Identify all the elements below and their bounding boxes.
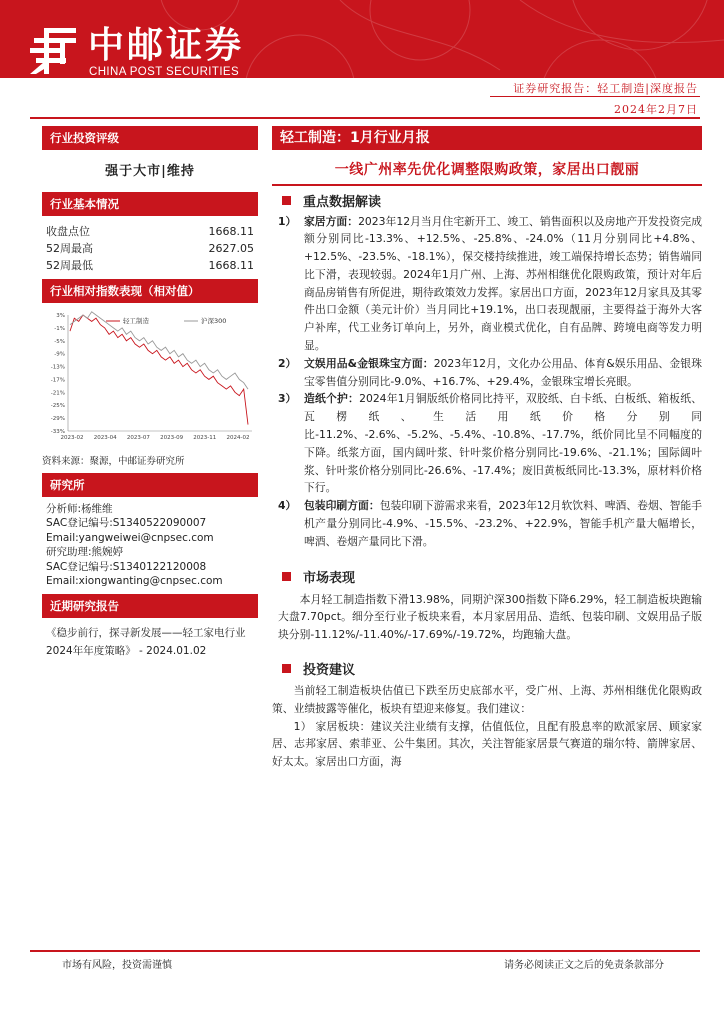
analyst-line: 研究助理:熊婉婷 xyxy=(46,546,124,559)
rating-heading: 行业投资评级 xyxy=(42,126,258,150)
basic-info-label: 52周最高 xyxy=(46,242,93,255)
basic-info-row xyxy=(42,223,258,240)
section-key-data xyxy=(272,191,702,211)
data-item xyxy=(272,390,702,497)
item-body xyxy=(304,390,702,497)
basic-info-label: 52周最低 xyxy=(46,259,93,272)
basic-info-value: 1668.11 xyxy=(208,225,254,238)
research-heading: 研究所 xyxy=(42,473,258,497)
chart-y-tick-label: -21% xyxy=(50,390,65,397)
footer-divider xyxy=(30,950,700,952)
item-text: 包装印刷下游需求来看，2023年12月软饮料、啤酒、卷烟、智能手机产量分别同比-4.9%、-15.5%、-23.2%、+22.9%，智能手机产量大幅增长，啤酒、卷烟产量同比下滑。 xyxy=(304,499,703,548)
chart-svg xyxy=(42,303,258,451)
chart-y-tick-label: -17% xyxy=(50,377,65,384)
section-market xyxy=(272,567,702,587)
chart-series-line xyxy=(70,315,248,425)
item-keyword: 包装印刷方面： xyxy=(304,499,380,513)
chart-y-tick-label: -25% xyxy=(50,403,65,410)
chart-source: 资料来源：聚源，中邮证券研究所 xyxy=(42,456,185,467)
section-title: 重点数据解读 xyxy=(303,195,382,210)
advice-paragraph: 当前轻工制造板块估值已下跌至历史底部水平，受广州、上海、苏州相继优化限购政策、业绩披露等催化，板块有望迎来修复。我们建议： xyxy=(272,684,702,715)
data-item xyxy=(272,355,702,391)
subtitle-divider xyxy=(272,184,702,186)
report-type-tag: 证券研究报告：轻工制造|深度报告 xyxy=(513,82,698,95)
advice-item: 1） 家居板块：建议关注业绩有支撑，估值低位，且配有股息率的欧派家居、顾家家居、志邦家居、索菲亚、公牛集团。其次，关注智能家居景气赛道的瑞尔特、箭牌家居、好太太。家居出口方面，海 xyxy=(272,719,702,769)
item-text: 2024年1月铜版纸价格同比持平，双胶纸、白卡纸、白板纸、箱板纸、瓦楞纸、生活用纸价格分别同比-11.2%、-2.6%、-5.2%、-5.4%、-10.8%、-17.7%，纸价同比呈不同幅度的下降。纸浆方面，国内阔叶浆、针叶浆价格分别同比-19.6%、-21.1%；国际阔叶浆、针叶浆价格分别同比-26.6%、-17.4%；废旧黄板纸同比-13.3%，原材料价格下行。 xyxy=(304,392,702,495)
analyst-line: 分析师:杨维维 xyxy=(46,503,113,515)
data-item xyxy=(272,213,702,355)
item-number: 1） xyxy=(278,214,297,228)
chart-heading: 行业相对指数表现（相对值） xyxy=(42,279,258,303)
basic-info-heading: 行业基本情况 xyxy=(42,192,258,216)
report-title: 轻工制造：1月行业月报 xyxy=(272,126,702,150)
analyst-email[interactable]: Email:xiongwanting@cnpsec.com xyxy=(46,575,223,588)
chart-x-tick-label: 2023-02 xyxy=(60,435,84,441)
item-body xyxy=(304,497,702,550)
item-keyword: 家居方面： xyxy=(304,214,359,228)
chart-x-tick-label: 2024-02 xyxy=(226,435,250,441)
industry-rating: 强于大市|维持 xyxy=(105,164,195,179)
chart-legend-label: 沪深300 xyxy=(201,317,227,325)
item-text: 2023年12月，文化办公用品、体育&娱乐用品、金银珠宝零售值分别同比-9.0%、+16.7%、+29.4%，金银珠宝增长亮眼。 xyxy=(304,356,702,388)
recent-reports-heading: 近期研究报告 xyxy=(42,594,258,618)
analyst-line: SAC登记编号:S1340522090007 xyxy=(46,517,207,530)
basic-info-value: 2627.05 xyxy=(208,242,254,255)
footer-disclaimer: 请务必阅读正文之后的免责条款部分 xyxy=(504,960,664,971)
footer-risk-note: 市场有风险，投资需谨慎 xyxy=(62,960,172,971)
section-advice xyxy=(272,658,702,678)
chart-x-tick-label: 2023-09 xyxy=(160,435,184,441)
basic-info-row xyxy=(42,257,258,274)
main-content xyxy=(272,126,702,771)
chart-y-tick-label: -1% xyxy=(54,325,65,332)
recent-report-link[interactable]: 《稳步前行，探寻新发展——轻工家电行业2024年年度策略》 - 2024.01.02 xyxy=(46,627,246,658)
chart-x-tick-label: 2023-07 xyxy=(126,435,150,441)
basic-info-list xyxy=(42,216,258,279)
analyst-info xyxy=(42,497,258,594)
chart-y-tick-label: -29% xyxy=(50,416,65,423)
analyst-line: SAC登记编号:S1340122120008 xyxy=(46,560,207,573)
chart-x-tick-label: 2023-04 xyxy=(93,435,117,441)
market-paragraph: 本月轻工制造指数下滑13.98%，同期沪深300指数下降6.29%，轻工制造板块跑输大盘7.70pct。细分至行业子板块来看，本月家居用品、造纸、包装印刷、文娱用品子版块分别-11.12%/-11.40%/-17.69%/-19.72%，均跑输大盘。 xyxy=(278,592,702,642)
header-divider xyxy=(30,117,700,119)
item-keyword: 造纸个护： xyxy=(304,392,360,406)
basic-info-value: 1668.11 xyxy=(208,259,254,272)
chart-y-tick-label: -33% xyxy=(50,429,65,435)
page-header xyxy=(0,0,724,78)
item-number: 2） xyxy=(278,356,297,370)
chart-legend-label: 轻工制造 xyxy=(123,317,149,325)
item-body xyxy=(304,355,702,391)
analyst-email[interactable]: Email:yangweiwei@cnpsec.com xyxy=(46,531,214,544)
item-number: 4） xyxy=(278,499,297,513)
section-bullet-icon xyxy=(282,664,291,673)
item-number: 3） xyxy=(278,392,297,406)
chart-y-tick-label: -5% xyxy=(54,338,65,345)
brand-name-cn: 中邮证券 xyxy=(88,25,245,66)
china-post-logo-icon xyxy=(30,28,80,74)
relative-index-chart xyxy=(42,303,258,451)
item-body xyxy=(304,213,702,355)
chart-y-tick-label: -9% xyxy=(54,351,65,358)
basic-info-row xyxy=(42,240,258,257)
chart-y-tick-label: -13% xyxy=(50,364,65,371)
section-bullet-icon xyxy=(282,196,291,205)
section-title: 投资建议 xyxy=(303,662,356,678)
chart-y-tick-label: 3% xyxy=(56,313,65,319)
sidebar xyxy=(42,126,258,666)
section-bullet-icon xyxy=(282,572,291,581)
item-keyword: 文娱用品&金银珠宝方面： xyxy=(304,356,434,370)
report-date: 2024年2月7日 xyxy=(614,103,698,116)
report-subtitle: 一线广州率先优化调整限购政策，家居出口靓丽 xyxy=(334,162,640,178)
section-title: 市场表现 xyxy=(303,571,356,587)
basic-info-label: 收盘点位 xyxy=(46,225,90,238)
tag-divider xyxy=(490,96,700,97)
chart-x-tick-label: 2023-11 xyxy=(193,435,217,441)
item-text: 2023年12月当月住宅新开工、竣工、销售面积以及房地产开发投资完成额分别同比-13.3%、+12.5%、-25.8%、-24.0%（11月分别同比+4.8%、+12.5%、-23.5%、-18.1%），保交楼持续推进，竣工端保持增长态势；销售端同比下滑，表现较弱。2024年1月广州、上海、苏州相继优化限购政策，预计对年后商品房销售有所促进，期待政策效力发挥。家居出口方面，2023年12月家具及其零件出口金额（美元计价）当月同比+19.1%，出口表现靓丽，主要得益于海外大客户补库，代工业务订单向上，另外，商业模式优化，自有品牌、跨境电商等发力明显。 xyxy=(304,214,703,353)
data-item xyxy=(272,497,702,550)
brand-name-en: CHINA POST SECURITIES xyxy=(89,66,240,78)
